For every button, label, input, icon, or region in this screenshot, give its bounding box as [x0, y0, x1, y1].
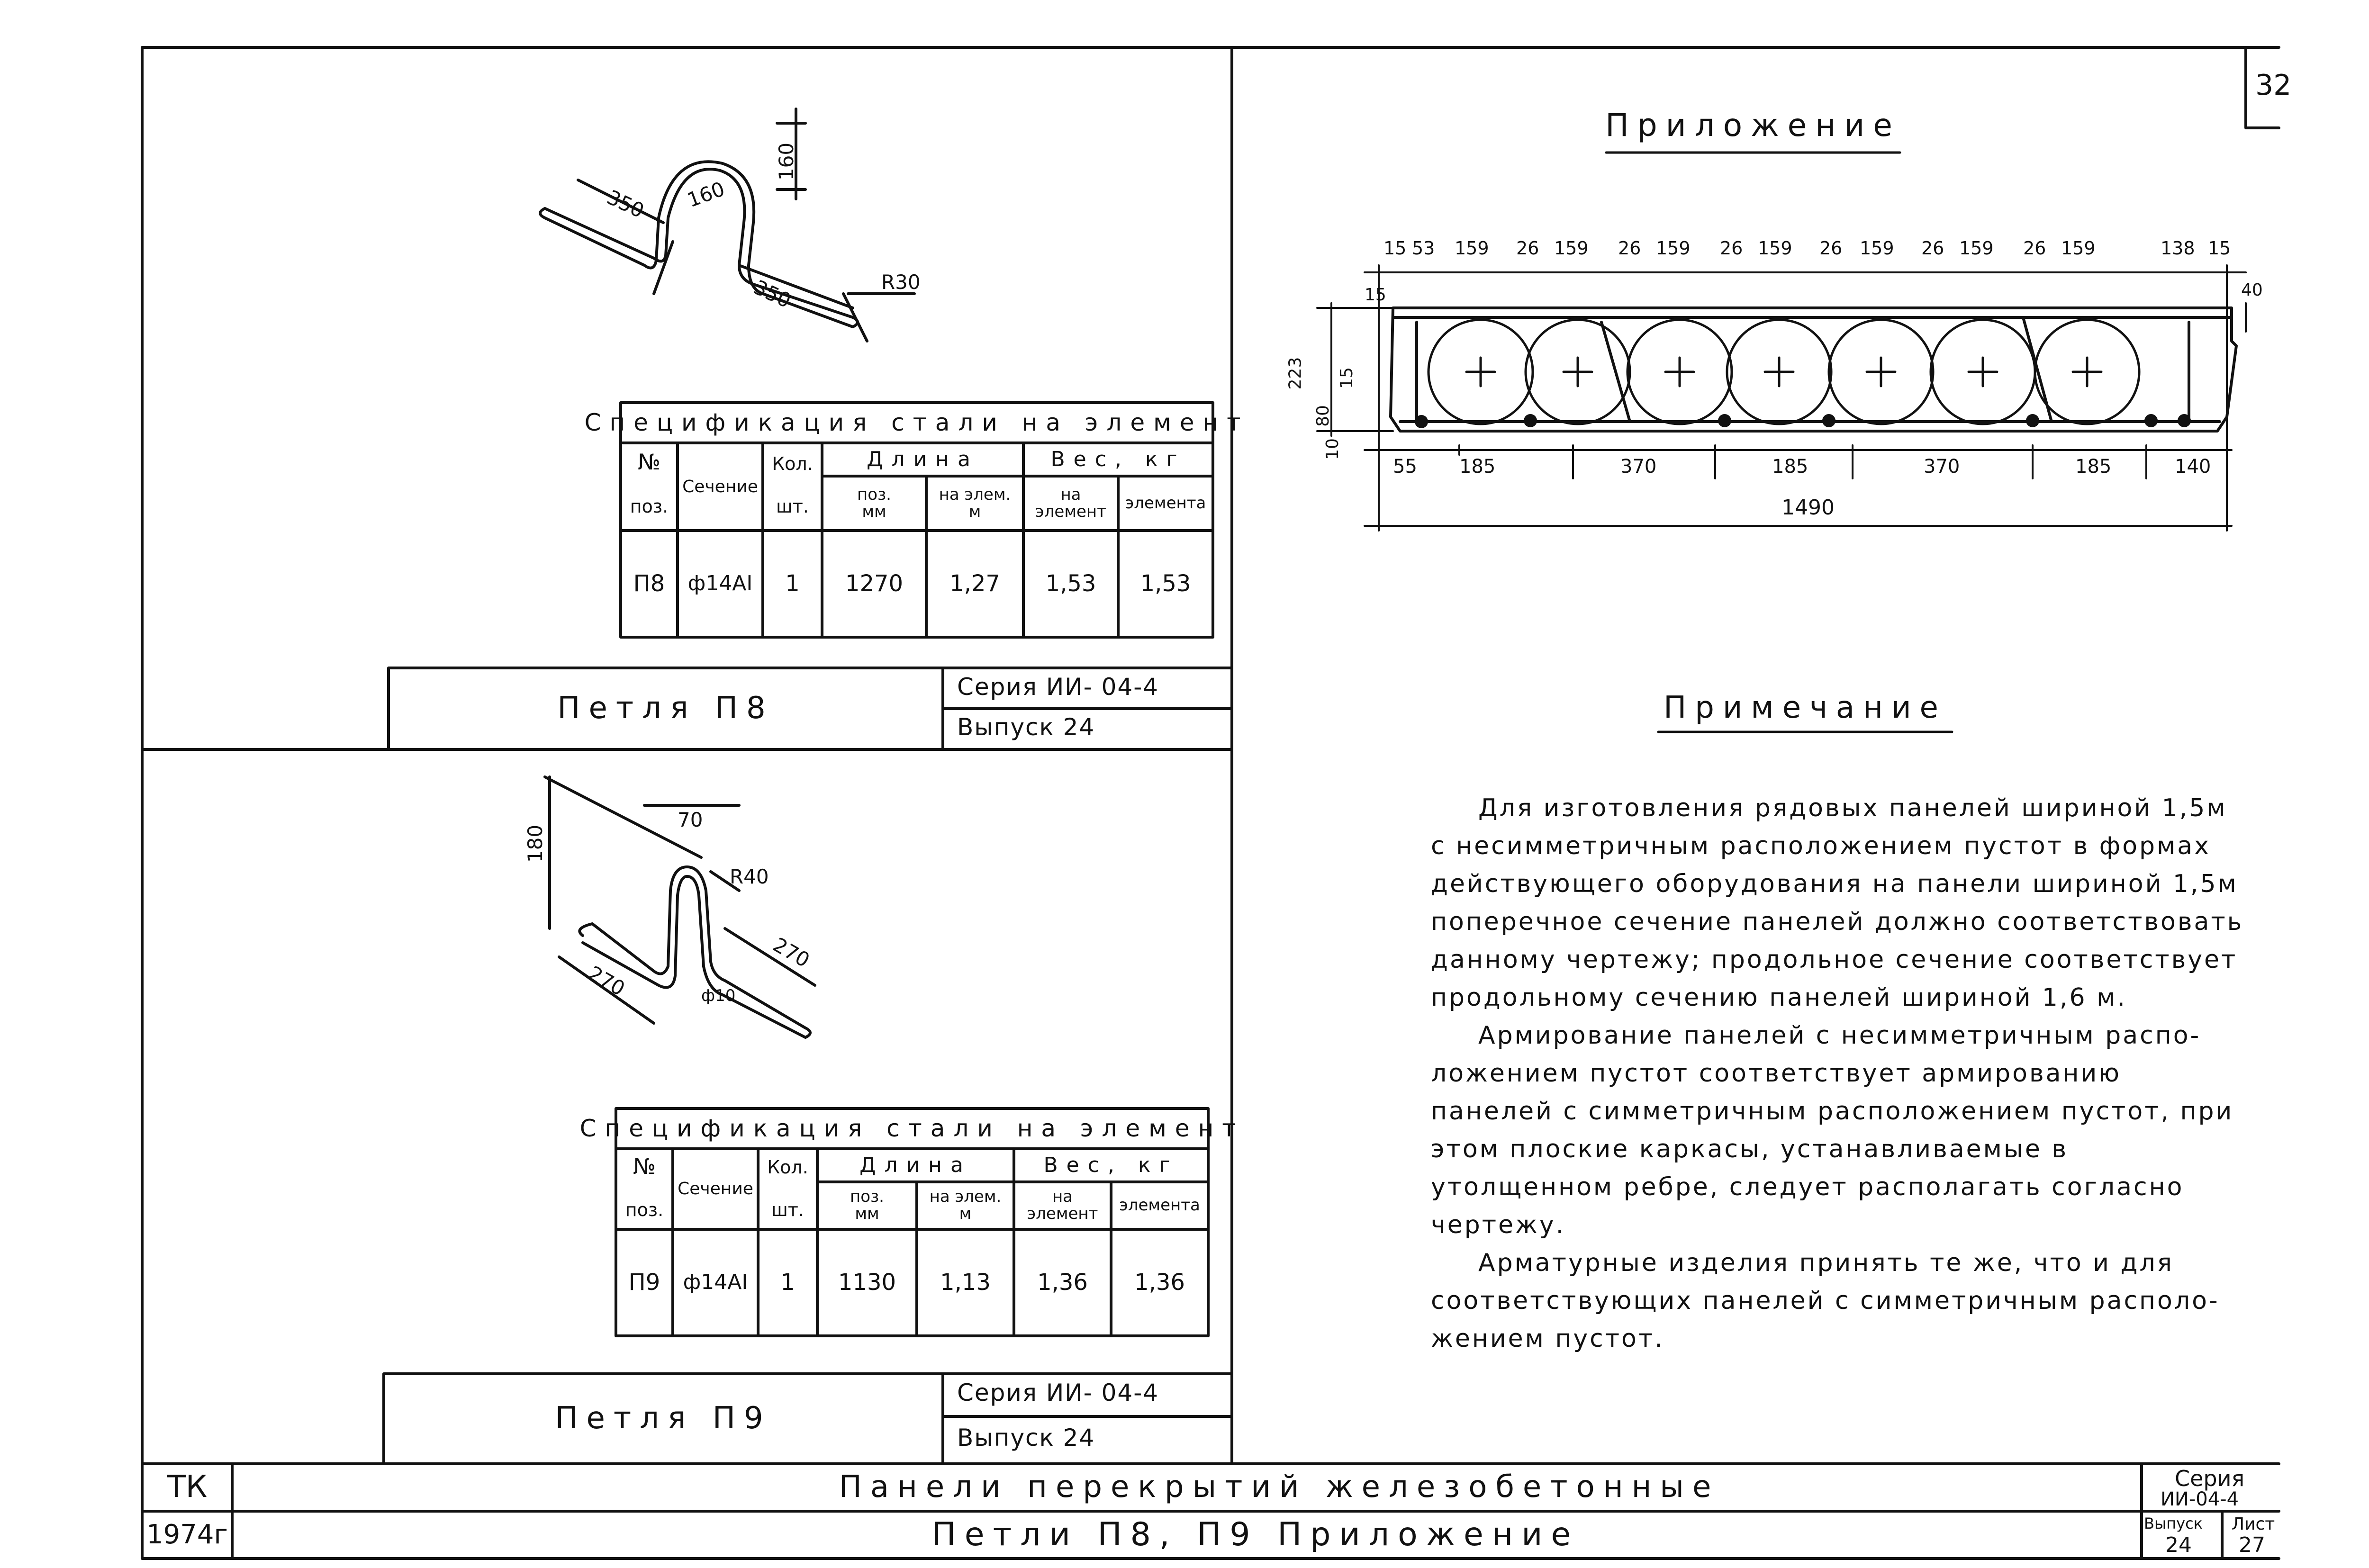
p9-stamp-series: Серия ИИ- 04-4 [957, 1379, 1159, 1406]
p9-table-title: Спецификация стали на элемент [579, 1115, 1245, 1143]
top-dim-2: 53 [1412, 238, 1435, 259]
p8-dim-radius: R30 [881, 270, 921, 294]
org-code: ТК [167, 1469, 208, 1505]
top-dim-3: 159 [1455, 238, 1489, 259]
p8-hdr-len-pos-1: поз. [857, 485, 891, 504]
p8-hdr-pos-1: № [638, 449, 660, 475]
p9-hdr-qty-2: шт. [771, 1199, 804, 1221]
page-number: 32 [2255, 69, 2292, 102]
bottom-dim-5: 370 [1924, 456, 1960, 478]
total-width-dim: 1490 [1781, 496, 1835, 520]
top-dim-12: 26 [1921, 238, 1944, 259]
p9-hdr-len-elem-2: м [959, 1204, 972, 1223]
p8-hdr-qty-2: шт. [776, 496, 809, 517]
p8-hdr-weight: Вес, кг [1050, 447, 1186, 471]
note-title: Примечание [1664, 690, 1947, 726]
p8-row-len-pos: 1270 [845, 570, 904, 597]
bottom-dim-4: 185 [1772, 456, 1808, 478]
p9-hdr-len-pos [817, 1182, 917, 1229]
note-line-1: Для изготовления рядовых панелей шириной 1,5м [1478, 794, 2227, 822]
left-dim-height: 223 [1285, 357, 1305, 390]
note-line-5: данному чертежу; продольное сечение соответствует [1431, 946, 2238, 974]
p9-hdr-pos-2: поз. [625, 1199, 664, 1221]
sub-title: Петли П8, П9 Приложение [931, 1516, 1580, 1554]
right-dim: 40 [2241, 280, 2263, 300]
note-line-10: этом плоские каркасы, устанавливаемые в [1431, 1135, 2069, 1163]
p9-hdr-section: Сечение [678, 1179, 753, 1199]
top-dim-13: 159 [1959, 238, 1994, 259]
left-dim-lower-flange: 10 [1322, 438, 1342, 460]
note-line-14: соответствующих панелей с симметричным располо- [1431, 1287, 2220, 1315]
p9-stamp-issue: Выпуск 24 [957, 1424, 1095, 1451]
p8-hdr-weight-elem-2: элемент [1035, 502, 1106, 521]
p9-hdr-weight-total: элемента [1119, 1196, 1200, 1215]
p8-hdr-len-pos-2: мм [862, 502, 886, 521]
top-dim-6: 26 [1618, 238, 1641, 259]
note-line-13: Арматурные изделия принять те же, что и для [1478, 1249, 2174, 1277]
p8-hdr-weight-total: элемента [1125, 493, 1206, 513]
p8-hdr-len-elem-1: на элем. [939, 485, 1011, 504]
p9-hdr-weight-elem-2: элемент [1027, 1204, 1098, 1223]
p8-stamp-issue: Выпуск 24 [957, 713, 1095, 741]
p9-hdr-len-pos-1: поз. [850, 1187, 884, 1207]
top-dim-15: 159 [2061, 238, 2096, 259]
p8-row-len-elem: 1,27 [949, 570, 1000, 597]
p9-hdr-len-elem-1: на элем. [929, 1187, 1002, 1207]
top-dim-5: 159 [1554, 238, 1589, 259]
note-line-15: жением пустот. [1431, 1325, 1664, 1353]
p8-row-weight-total: 1,53 [1140, 570, 1191, 597]
issue-value: 24 [2165, 1533, 2192, 1557]
p8-hdr-len-elem [926, 476, 1023, 531]
bottom-dim-7: 140 [2175, 456, 2211, 478]
issue-label: Выпуск [2144, 1514, 2203, 1532]
top-dim-11: 159 [1860, 238, 1894, 259]
top-dim-10: 26 [1819, 238, 1843, 259]
p8-stamp-title: Петля П8 [557, 691, 774, 726]
p8-hdr-section: Сечение [682, 477, 758, 496]
sheet-value: 27 [2239, 1533, 2265, 1557]
p9-hdr-weight-elem [1014, 1182, 1111, 1229]
bottom-dim-3: 370 [1620, 456, 1657, 478]
series-label: Серия [2175, 1466, 2245, 1491]
top-dim-7: 159 [1656, 238, 1691, 259]
p9-row-qty: 1 [780, 1269, 795, 1296]
main-title: Панели перекрытий железобетонные [839, 1469, 1720, 1505]
note-line-6: продольному сечению панелей шириной 1,6 м. [1431, 983, 2127, 1012]
p8-table-title: Спецификация стали на элемент [584, 409, 1249, 437]
top-dim-1: 15 [1383, 238, 1407, 259]
p9-row-section: ф14АI [683, 1270, 748, 1295]
p8-dim-height: 160 [775, 142, 798, 181]
p8-hdr-len-pos [822, 476, 926, 531]
p9-stamp-title: Петля П9 [555, 1401, 772, 1436]
p8-row-section: ф14АI [687, 571, 753, 596]
series-value: ИИ-04-4 [2161, 1488, 2239, 1510]
p9-dim-height: 180 [524, 824, 547, 863]
note-line-4: поперечное сечение панелей должно соответствовать [1431, 908, 2244, 936]
p9-hdr-length: Длина [859, 1153, 972, 1177]
top-dim-16: 138 [2161, 238, 2195, 259]
top-dim-8: 26 [1720, 238, 1743, 259]
sheet-label: Лист [2232, 1514, 2275, 1534]
p9-row-len-pos: 1130 [838, 1269, 896, 1296]
p9-dim-top: 70 [678, 808, 703, 831]
p8-hdr-pos-2: поз. [630, 496, 669, 517]
p8-row-pos: П8 [633, 570, 665, 597]
top-dim-4: 26 [1516, 238, 1539, 259]
p9-row-weight-total: 1,36 [1134, 1269, 1185, 1296]
left-dim-upper-flange: 15 [1337, 367, 1356, 389]
note-line-9: панелей с симметричным расположением пустот, при [1431, 1097, 2234, 1126]
p9-hdr-len-pos-2: мм [855, 1204, 879, 1223]
note-line-2: с несимметричным расположением пустот в формах [1431, 832, 2211, 860]
p8-hdr-length: Длина [867, 447, 979, 471]
p8-row-qty: 1 [785, 570, 800, 597]
note-line-11: утолщенном ребре, следует располагать согласно [1431, 1173, 2184, 1201]
p9-row-pos: П9 [628, 1269, 660, 1296]
note-line-12: чертежу. [1431, 1211, 1566, 1239]
p8-hdr-weight-elem [1023, 476, 1118, 531]
p8-hdr-qty-1: Кол. [772, 453, 813, 475]
left-dim-top: 15 [1365, 285, 1386, 305]
p8-row-weight-elem: 1,53 [1045, 570, 1096, 597]
year: 1974г [146, 1519, 228, 1550]
p9-dim-radius: R40 [730, 865, 769, 888]
note-line-3: действующего оборудования на панели шириной 1,5м [1431, 870, 2238, 898]
p9-hdr-qty-1: Кол. [767, 1157, 808, 1178]
p8-dim-length-2: 350 [750, 275, 795, 313]
p8-dim-arc: 160 [684, 177, 728, 212]
p9-hdr-weight: Вес, кг [1043, 1153, 1179, 1177]
bottom-dim-2: 185 [1459, 456, 1496, 478]
appendix-title: Приложение [1605, 107, 1901, 144]
p9-row-weight-elem: 1,36 [1037, 1269, 1088, 1296]
p9-row-len-elem: 1,13 [940, 1269, 991, 1296]
p8-dim-length-1: 350 [603, 185, 648, 223]
left-dim-void: 80 [1313, 405, 1333, 427]
p9-dim-leg-right: 270 [769, 933, 814, 972]
top-dim-14: 26 [2023, 238, 2046, 259]
note-line-7: Армирование панелей с несимметричным распо- [1478, 1021, 2201, 1050]
p9-hdr-weight-elem-1: на [1052, 1187, 1073, 1207]
p9-hdr-len-elem [917, 1182, 1014, 1229]
p8-hdr-weight-elem-1: на [1060, 485, 1081, 504]
bottom-dim-1: 55 [1393, 456, 1417, 478]
p9-dim-bar: ф10 [701, 986, 736, 1005]
bottom-dim-6: 185 [2075, 456, 2112, 478]
top-dim-17: 15 [2208, 238, 2231, 259]
p9-hdr-pos-1: № [633, 1153, 656, 1179]
top-dim-9: 159 [1758, 238, 1792, 259]
p8-hdr-len-elem-2: м [968, 502, 981, 521]
p9-dim-leg-left: 270 [584, 961, 629, 1000]
note-line-8: ложением пустот соответствует армированию [1431, 1059, 2122, 1088]
p8-stamp-series: Серия ИИ- 04-4 [957, 673, 1159, 701]
